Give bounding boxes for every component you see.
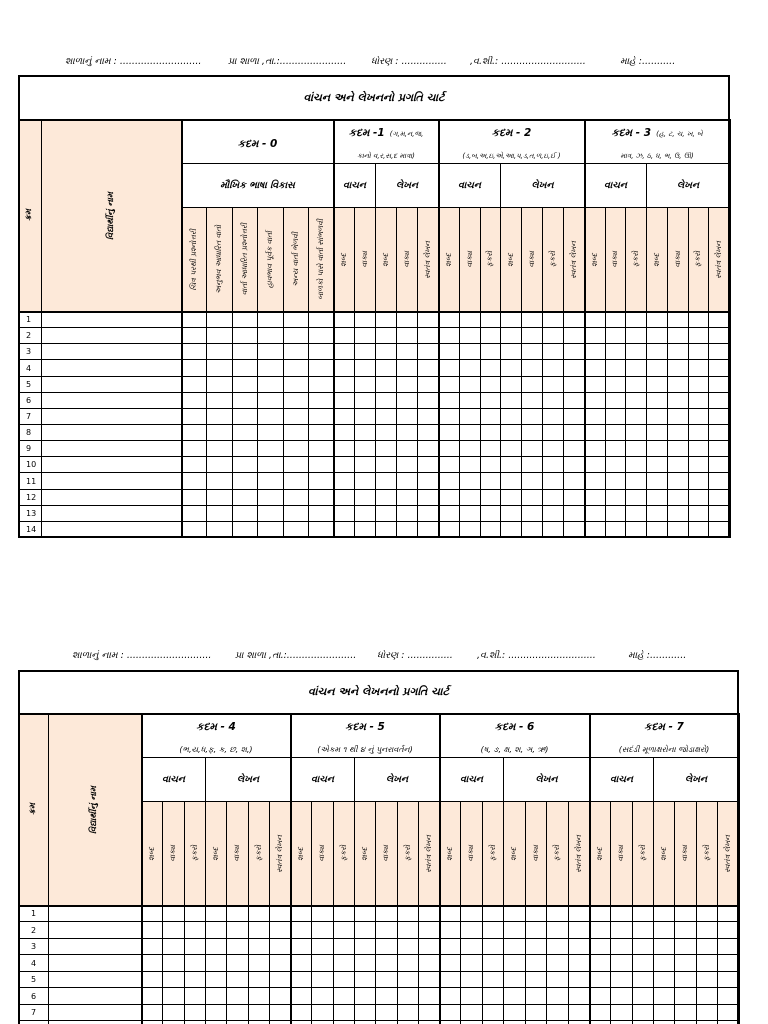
- step-letters: (એકમ ૧ થી ૪ નું પુનરાવર્તન): [317, 744, 413, 754]
- skill-group-label: વાચન: [610, 774, 633, 785]
- sub-skill-label: વાક્ય: [317, 845, 327, 862]
- info-field: શાળાનું નામ : ............................: [72, 650, 212, 661]
- serial-header: ક્રમ: [24, 209, 35, 222]
- row-number: 6: [31, 991, 37, 1001]
- step-title: કદમ - 5: [345, 720, 385, 733]
- row-number: 4: [26, 363, 32, 373]
- sub-skill-label: શબ્દ: [443, 252, 453, 267]
- sub-skill-label: શબ્દ: [380, 252, 390, 267]
- row-number: 3: [31, 942, 37, 951]
- sub-skill-label: અન્ય વાર્તા ભેળવી: [290, 232, 300, 287]
- step-title: કદમ - 0: [237, 137, 278, 150]
- step-letters: (ષ, ઙ, ક્ષ, શ, ઞ, ઋ): [480, 744, 549, 754]
- row-number: 7: [26, 412, 32, 421]
- row-number: 3: [26, 347, 32, 356]
- step-title: કદમ -1: [348, 126, 385, 139]
- sub-skill-label: હાવભાવ પૂર્વક વાર્તા: [265, 230, 275, 289]
- student-name-header: વિદ્યાર્થીનું નામ: [89, 785, 100, 834]
- sub-skill-label: ફકરો: [693, 251, 703, 268]
- skill-group-label: લેખન: [395, 180, 419, 191]
- row-number: 1: [31, 909, 37, 918]
- row-number: 11: [26, 476, 37, 486]
- skill-group-label: લેખન: [535, 774, 558, 785]
- sub-skill-label: શબ્દ: [338, 252, 348, 267]
- step-letters: (ભ,ય,ધ,ફ, ક, છ, શ,): [179, 744, 253, 754]
- sub-skill-label: શબ્દ: [505, 252, 515, 267]
- sub-skill-label: ફકરો: [547, 251, 557, 268]
- sub-skill-label: વાક્ય: [526, 251, 536, 268]
- sub-skill-label: વાક્ય: [672, 251, 682, 268]
- step-letters: માત્ર, ઝ, ઠ, ધ, ભ, ઉ, ઊ): [620, 151, 694, 160]
- info-field: માહે :...........: [620, 56, 676, 67]
- row-number: 9: [26, 444, 32, 453]
- sub-skill-label: શબ્દ: [651, 252, 661, 267]
- skill-group-label: વાચન: [343, 180, 366, 191]
- info-field: ધોરણ : ...............: [371, 56, 447, 67]
- sub-skill-label: ફકરો: [552, 845, 562, 862]
- chart-title: વાંચન અને લેખનનો પ્રગતિ ચાર્ટ: [303, 90, 445, 104]
- row-number: 8: [26, 428, 32, 437]
- step-letters: (હ, ટ, ચ, ખ, બે: [656, 129, 703, 138]
- row-number: 13: [26, 509, 37, 518]
- sub-skill-label: સ્વતંત્ર લેખન: [274, 834, 284, 873]
- info-field: શાળાનું નામ : ...........................: [65, 56, 202, 67]
- sub-skill-label: ફકરો: [253, 845, 263, 862]
- sub-skill-label: ચિત્ર પરથી પ્રશ્નોત્તરી: [188, 228, 198, 291]
- sub-skill-label: શબ્દ: [295, 846, 305, 861]
- info-field: માહે :............: [628, 650, 687, 661]
- sub-skill-label: વાક્ય: [610, 251, 620, 268]
- info-field: ધોરણ : ...............: [377, 650, 453, 661]
- skill-group-label: વાચન: [460, 774, 483, 785]
- sub-skill-label: ફકરો: [630, 251, 640, 268]
- sub-skill-label: વાક્ય: [530, 845, 540, 862]
- sub-skill-label: વાક્ય: [359, 251, 369, 268]
- row-number: 1: [26, 315, 32, 324]
- skill-group-label: વાચન: [311, 774, 334, 785]
- sub-skill-label: વાર્તા આધારિત પ્રશ્નોત્તરી: [239, 223, 249, 296]
- table-frame: [18, 670, 739, 1024]
- step-title: કદમ - 4: [196, 720, 236, 733]
- sub-skill-label: સ્વતંત્ર લેખન: [722, 834, 732, 873]
- step-title: કદમ - 6: [494, 720, 535, 733]
- sub-skill-label: વાક્ય: [401, 251, 411, 268]
- sub-skill-label: સ્વતંત્ર લેખન: [713, 240, 723, 279]
- sub-skill-label: ફકરો: [701, 845, 711, 862]
- sub-skill-label: સ્વતંત્ર લેખન: [423, 834, 433, 873]
- sub-skill-label: ફકરો: [485, 251, 495, 268]
- row-number: 2: [26, 331, 32, 340]
- sub-skill-label: વાક્ય: [680, 845, 690, 862]
- row-number: 7: [31, 1008, 37, 1017]
- sub-skill-label: શબ્દ: [589, 252, 599, 267]
- sub-skill-label: શબ્દ: [509, 846, 519, 861]
- row-number: 5: [31, 975, 37, 984]
- skill-group-label: વાચન: [458, 180, 481, 191]
- sub-skill-label: શબ્દ: [210, 846, 220, 861]
- sub-skill-label: વાક્ય: [464, 251, 474, 268]
- step-letters: (ડ,બ,અ,ઇ,એ,આ,પ,ડ,ત,ળ,ઇ,ઈ ): [462, 151, 561, 160]
- info-field: પ્રા શાળા ,તા.:.......................: [235, 650, 357, 661]
- info-field: પ્રા શાળા ,તા.:......................: [228, 56, 347, 67]
- row-number: 5: [26, 380, 32, 389]
- row-number: 12: [26, 493, 37, 502]
- step-title: કદમ - 3: [611, 126, 651, 139]
- skill-group-label: વાચન: [604, 180, 627, 191]
- sub-skill-label: શબ્દ: [359, 846, 369, 861]
- sub-skill-label: શબ્દ: [594, 846, 604, 861]
- skill-group-label: લેખન: [385, 774, 409, 785]
- student-name-header: વિદ્યાર્થીનું નામ: [105, 191, 116, 240]
- sub-skill-label: ફકરો: [637, 845, 647, 862]
- step-title: કદમ - 7: [644, 720, 684, 733]
- skill-group-label: લેખન: [676, 180, 700, 191]
- table-frame: [18, 75, 730, 538]
- sub-skill-label: વાક્ય: [168, 845, 178, 862]
- sub-skill-label: સ્વતંત્ર લેખન: [568, 240, 578, 279]
- skill-group-label: લેખન: [236, 774, 260, 785]
- serial-header: ક્રમ: [27, 803, 38, 816]
- sub-skill-label: વાક્ય: [616, 845, 626, 862]
- sub-skill-label: શબ્દ: [146, 846, 156, 861]
- row-number: 4: [31, 958, 37, 968]
- skill-group-label: લેખન: [684, 774, 708, 785]
- row-number: 2: [31, 925, 37, 935]
- sub-skill-label: શબ્દ: [444, 846, 454, 861]
- step-letters: કાનો વ,ર,સ,દ માત્રા): [357, 151, 415, 160]
- sub-skill-label: અનુભવ આધારિત વાતો: [214, 225, 224, 294]
- info-field: ,વ.શી.: .............................: [477, 650, 596, 661]
- row-number: 10: [26, 460, 37, 469]
- sub-skill-label: શબ્દ: [658, 846, 668, 861]
- sub-skill-label: વાક્ય: [466, 845, 476, 862]
- step-title: કદમ - 2: [491, 126, 532, 139]
- skill-group-label: લેખન: [531, 180, 554, 191]
- sub-skill-label: ફકરો: [338, 845, 348, 862]
- row-number: 6: [26, 396, 32, 405]
- sub-skill-label: સ્વતંત્ર લેખન: [422, 240, 432, 279]
- sub-skill-label: ફકરો: [402, 845, 412, 862]
- sub-skill-label: ફકરો: [487, 845, 497, 862]
- info-field: ,વ.શી.: ............................: [470, 56, 586, 67]
- sub-skill-label: વાક્ય: [381, 845, 391, 862]
- step-letters: (સદંડી મૂળાક્ષરોના જોડાક્ષરો): [618, 744, 710, 754]
- skill-group-label: વાચન: [162, 774, 185, 785]
- sub-skill-label: બાળકો પાસે વાર્તા સાંભળવી: [315, 219, 325, 300]
- row-number: 14: [26, 525, 37, 534]
- chart-title: વાંચન અને લેખનનો પ્રગતિ ચાર્ટ: [307, 685, 449, 698]
- sub-skill-label: સ્વતંત્ર લેખન: [573, 834, 583, 873]
- step-letters: (ગ,મ,ન,જ,: [389, 129, 424, 138]
- sub-skill-label: ફકરો: [189, 845, 199, 862]
- skill-group-label: મૌખિક ભાષા વિકાસ: [220, 180, 295, 191]
- sub-skill-label: વાક્ય: [232, 845, 242, 862]
